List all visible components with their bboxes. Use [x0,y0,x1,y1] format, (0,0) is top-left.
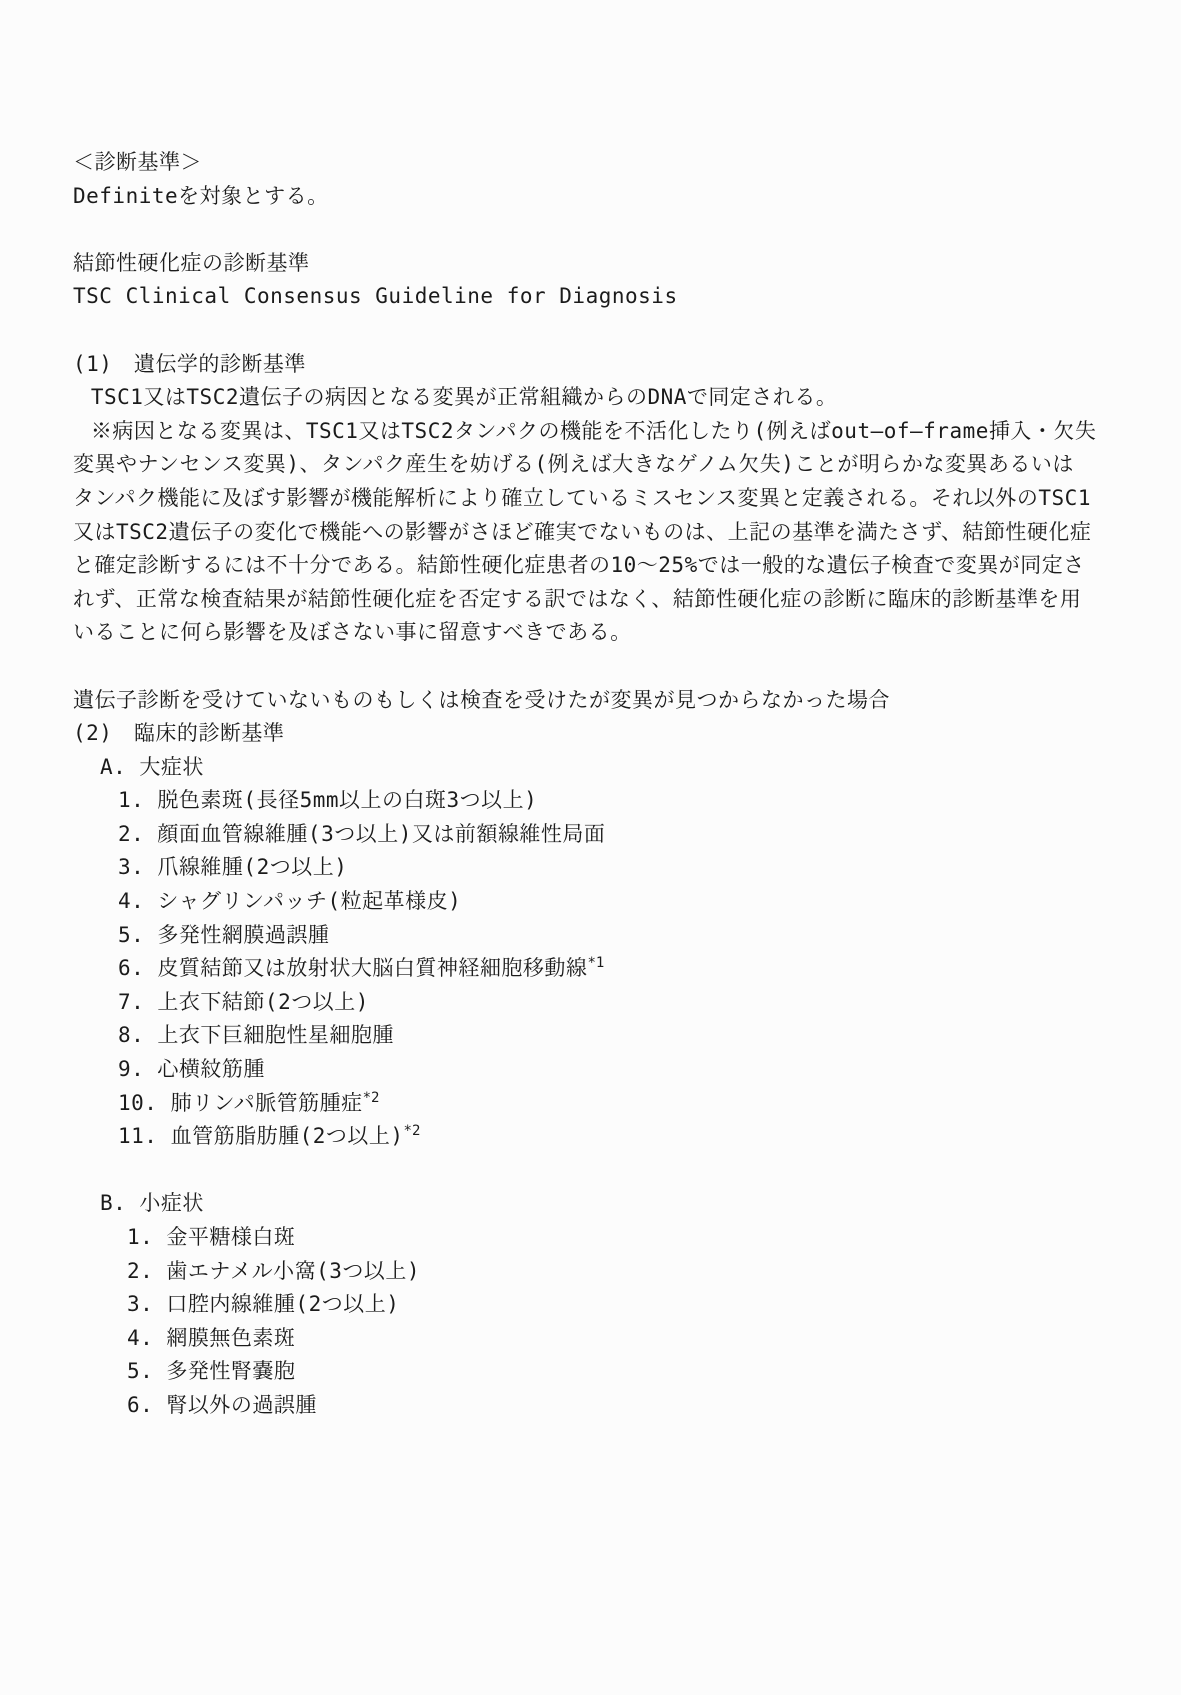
major-feature-item [118,919,1123,953]
footnote-marker: *2 [362,1089,380,1106]
disease-title-ja: 結節性硬化症の診断基準 [73,250,310,275]
major-feature-item [118,818,1123,852]
genetic-note-line: と確定診断するには不十分である。結節性硬化症患者の10〜25%では一般的な遺伝子検査で変異が同定さ [73,553,1085,578]
no-mutation-case-statement: 遺伝子診断を受けていないものもしくは検査を受けたが変異が見つからなかった場合 [73,687,890,712]
major-feature-item-text: 5. 多発性網膜過誤腫 [118,922,330,947]
major-feature-item [118,1053,1123,1087]
major-feature-item [118,885,1123,919]
minor-feature-item [127,1255,1123,1289]
minor-feature-item [127,1221,1123,1255]
target-statement: Definiteを対象とする。 [73,183,329,208]
minor-feature-item [127,1322,1123,1356]
major-feature-item-text: 2. 顔面血管線維腫(3つ以上)又は前額線維性局面 [118,821,606,846]
spacer [73,314,1123,348]
minor-feature-item-text: 3. 口腔内線維腫(2つ以上) [127,1292,400,1317]
footnote-marker: *2 [403,1123,421,1140]
minor-features-list [73,1221,1123,1423]
disease-title-en: TSC Clinical Consensus Guideline for Diagnosis [73,284,678,309]
spacer [73,213,1123,247]
minor-feature-item-text: 2. 歯エナメル小窩(3つ以上) [127,1258,421,1283]
minor-feature-item-text: 1. 金平糖様白斑 [127,1225,296,1249]
major-feature-item [118,784,1123,818]
genetic-note-line: ※病因となる変異は、TSC1又はTSC2タンパクの機能を不活化したり(例えばout—of—frame挿入・欠失 [90,418,1097,443]
minor-feature-item [127,1355,1123,1389]
major-feature-item [118,986,1123,1020]
major-feature-item [118,1087,1123,1121]
genetic-note-line: タンパク機能に及ぼす影響が機能解析により確立しているミスセンス変異と定義される。それ以外のTSC1 [73,485,1091,510]
genetic-note-line: 変異やナンセンス変異)、タンパク産生を妨げる(例えば大きなゲノム欠失)ことが明らかな変異あるいは [73,452,1074,477]
genetic-note-paragraph [73,415,1123,650]
criteria-title: ＜診断基準＞ [73,150,202,174]
clinical-section-heading: (2) 臨床的診断基準 [73,721,285,746]
major-feature-item [118,1120,1123,1154]
major-feature-item [118,851,1123,885]
genetic-section-heading: (1) 遺伝学的診断基準 [73,351,306,376]
minor-feature-item-text: 6. 腎以外の過誤腫 [127,1392,317,1417]
major-feature-item-text: 11. 血管筋脂肪腫(2つ以上) [118,1124,404,1149]
major-feature-item-text: 8. 上衣下巨細胞性星細胞腫 [118,1023,394,1048]
major-features-list [73,784,1123,1154]
spacer [73,1154,1123,1188]
major-feature-item-text: 7. 上衣下結節(2つ以上) [118,989,369,1014]
footnote-marker: *1 [587,955,605,972]
genetic-note-line: 又はTSC2遺伝子の変化で機能への影響がさほど確実でないものは、上記の基準を満たさず、結節性硬化症 [73,519,1092,544]
genetic-note-line: れず、正常な検査結果が結節性硬化症を否定する訳ではなく、結節性硬化症の診断に臨床的診断基準を用 [73,586,1082,611]
major-features-heading: A. 大症状 [100,754,204,779]
major-feature-item [118,1019,1123,1053]
major-feature-item-text: 9. 心横紋筋腫 [118,1057,265,1082]
major-feature-item [118,952,1123,986]
genetic-statement: TSC1又はTSC2遺伝子の病因となる変異が正常組織からのDNAで同定される。 [90,385,838,410]
minor-feature-item [127,1288,1123,1322]
minor-feature-item-text: 5. 多発性腎嚢胞 [127,1359,296,1384]
genetic-note-line: いることに何ら影響を及ぼさない事に留意すべきである。 [73,620,632,645]
major-feature-item-text: 6. 皮質結節又は放射状大脳白質神経細胞移動線 [118,956,588,981]
minor-feature-item [127,1389,1123,1423]
minor-feature-item-text: 4. 網膜無色素斑 [127,1325,296,1350]
major-feature-item-text: 4. シャグリンパッチ(粒起革様皮) [118,889,462,914]
major-feature-item-text: 1. 脱色素斑(長径5mm以上の白斑3つ以上) [118,788,538,813]
major-feature-item-text: 3. 爪線維腫(2つ以上) [118,855,348,880]
spacer [73,650,1123,684]
minor-features-heading: B. 小症状 [100,1191,204,1216]
major-feature-item-text: 10. 肺リンパ脈管筋腫症 [118,1090,363,1115]
